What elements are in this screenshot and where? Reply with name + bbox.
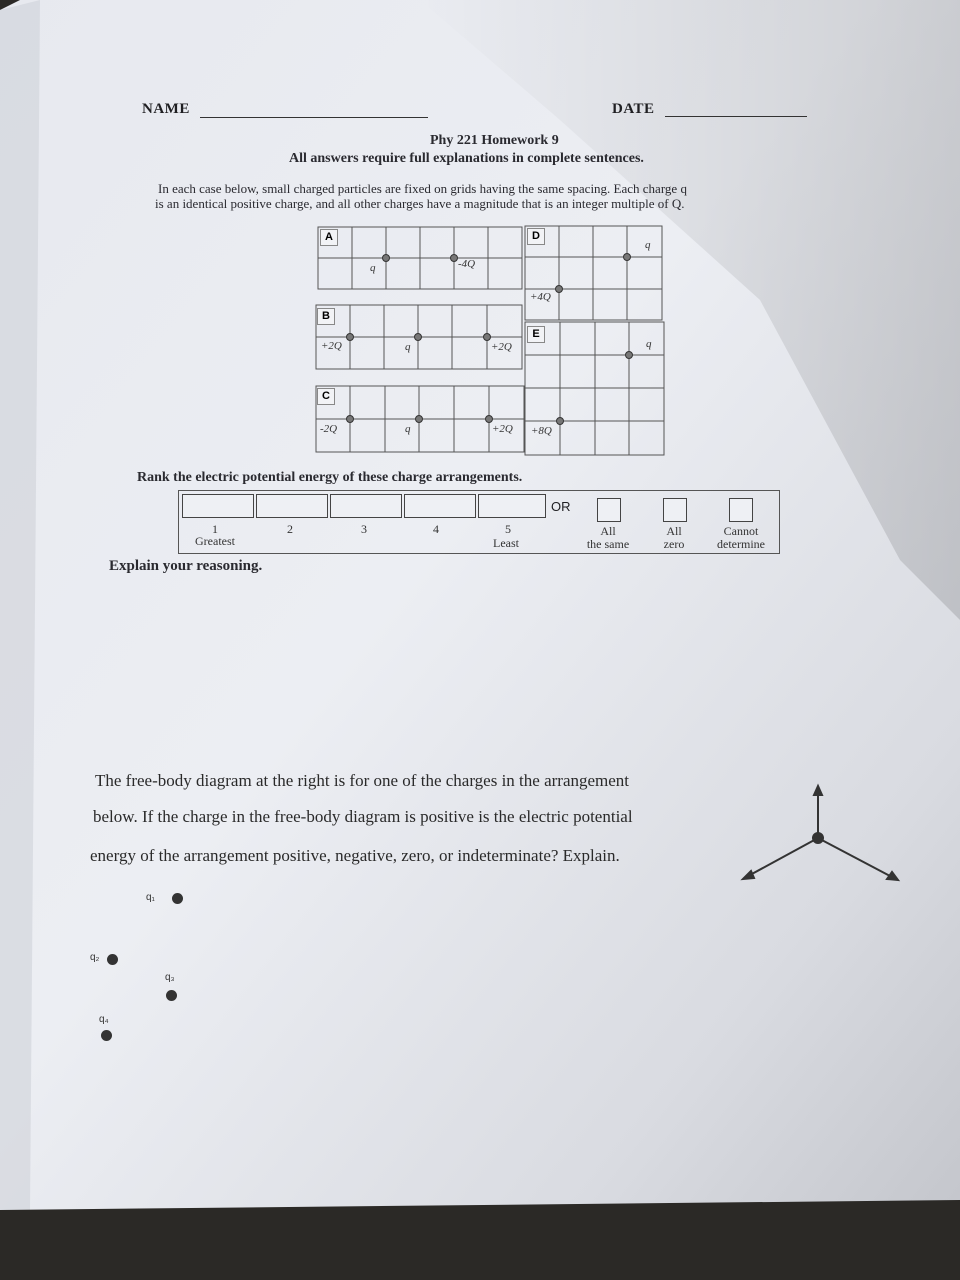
grid-e-q-label: q xyxy=(646,338,652,350)
q1-label: q₁ xyxy=(146,892,155,903)
all-same-line2: the same xyxy=(586,537,630,551)
fbd-charge-dot xyxy=(813,833,823,843)
rank-number-4: 4 xyxy=(433,522,439,536)
intro-line-2: is an identical positive charge, and all other charges have a magnitude that is an integer multiple of Q. xyxy=(155,196,685,211)
grid-c-2q-label: +2Q xyxy=(492,423,513,435)
grid-c-q-label: q xyxy=(405,423,411,435)
date-label: DATE xyxy=(612,101,655,117)
rank-box-2[interactable] xyxy=(256,494,328,518)
grid-a-charge-q-dot xyxy=(383,255,390,262)
force-arrow-up-head xyxy=(814,786,822,795)
rank-number-3: 3 xyxy=(361,522,367,536)
rank-box-4[interactable] xyxy=(404,494,476,518)
grid-a-q-label: q xyxy=(370,262,376,274)
grid-a-4q-label: -4Q xyxy=(458,258,476,270)
q4-label: q₄ xyxy=(99,1014,109,1025)
grid-c-label: C xyxy=(317,388,335,405)
grid-c-charge-neg2q-dot xyxy=(347,416,354,423)
rank-number-5: 5 xyxy=(505,522,511,536)
grid-e-8q-label: +8Q xyxy=(531,425,552,437)
grid-d-charge-4q-dot xyxy=(556,286,563,293)
grid-e-charge-8q-dot xyxy=(557,418,564,425)
name-label: NAME xyxy=(142,101,190,117)
all-same-line1: All xyxy=(600,524,616,538)
grid-d-4q-label: +4Q xyxy=(530,291,551,303)
ranking-prompt: Rank the electric potential energy of these charge arrangements. xyxy=(137,470,523,485)
grid-d xyxy=(525,226,662,320)
grid-c-charge-q-dot xyxy=(416,416,423,423)
grid-d-q-label: q xyxy=(645,239,651,251)
rank-box-1[interactable] xyxy=(182,494,254,518)
grid-d-label: D xyxy=(527,228,545,245)
force-arrow-left-head xyxy=(743,871,754,879)
course-title: Phy 221 Homework 9 xyxy=(430,133,559,148)
grid-a-label: A xyxy=(320,229,338,246)
grid-c-neg2q-label: -2Q xyxy=(320,423,338,435)
rank-number-2: 2 xyxy=(287,522,293,536)
question2-line1: The free-body diagram at the right is for one of the charges in the arrangement xyxy=(95,771,630,790)
all-zero-line2: zero xyxy=(663,537,685,551)
force-arrow-right-head xyxy=(887,872,898,880)
grid-b-label: B xyxy=(317,308,335,325)
all-same-checkbox[interactable] xyxy=(597,498,621,522)
grid-a-charge-4q-dot xyxy=(451,255,458,262)
grid-b-2q-right-label: +2Q xyxy=(491,341,512,353)
all-zero-line1: All xyxy=(666,524,682,538)
greatest-label: Greatest xyxy=(195,534,235,548)
q2-dot xyxy=(107,954,118,965)
grid-b-2q-left-label: +2Q xyxy=(321,340,342,352)
explain-label: Explain your reasoning. xyxy=(109,558,263,574)
rank-number-1: 1 xyxy=(212,522,218,536)
rank-box-5[interactable] xyxy=(478,494,546,518)
cannot-determine-line1: Cannot xyxy=(723,524,759,538)
least-label: Least xyxy=(493,536,519,550)
cannot-determine-checkbox[interactable] xyxy=(729,498,753,522)
q2-label: q₂ xyxy=(90,952,100,963)
grid-b-charge-2q-right-dot xyxy=(484,334,491,341)
or-label: OR xyxy=(551,499,571,514)
question2-line2: below. If the charge in the free-body diagram is positive is the electric potential xyxy=(93,807,633,826)
grid-b-charge-q-dot xyxy=(415,334,422,341)
grid-b-charge-2q-left-dot xyxy=(347,334,354,341)
q3-dot xyxy=(166,990,177,1001)
q1-dot xyxy=(172,893,183,904)
grid-a xyxy=(318,227,522,289)
grid-b-q-label: q xyxy=(405,341,411,353)
q4-dot xyxy=(101,1030,112,1041)
grid-e-label: E xyxy=(527,326,545,343)
rank-box-3[interactable] xyxy=(330,494,402,518)
instruction-text: All answers require full explanations in complete sentences. xyxy=(289,151,644,166)
intro-line-1: In each case below, small charged particles are fixed on grids having the same spacing. Each charge q xyxy=(158,181,687,196)
grid-d-charge-q-dot xyxy=(624,254,631,261)
grid-e-charge-q-dot xyxy=(626,352,633,359)
grid-c-charge-2q-dot xyxy=(486,416,493,423)
free-body-diagram xyxy=(730,780,910,890)
question2-line3: energy of the arrangement positive, negative, zero, or indeterminate? Explain. xyxy=(90,846,620,865)
all-zero-checkbox[interactable] xyxy=(663,498,687,522)
q3-label: q₃ xyxy=(165,972,175,983)
cannot-determine-line2: determine xyxy=(717,537,765,551)
